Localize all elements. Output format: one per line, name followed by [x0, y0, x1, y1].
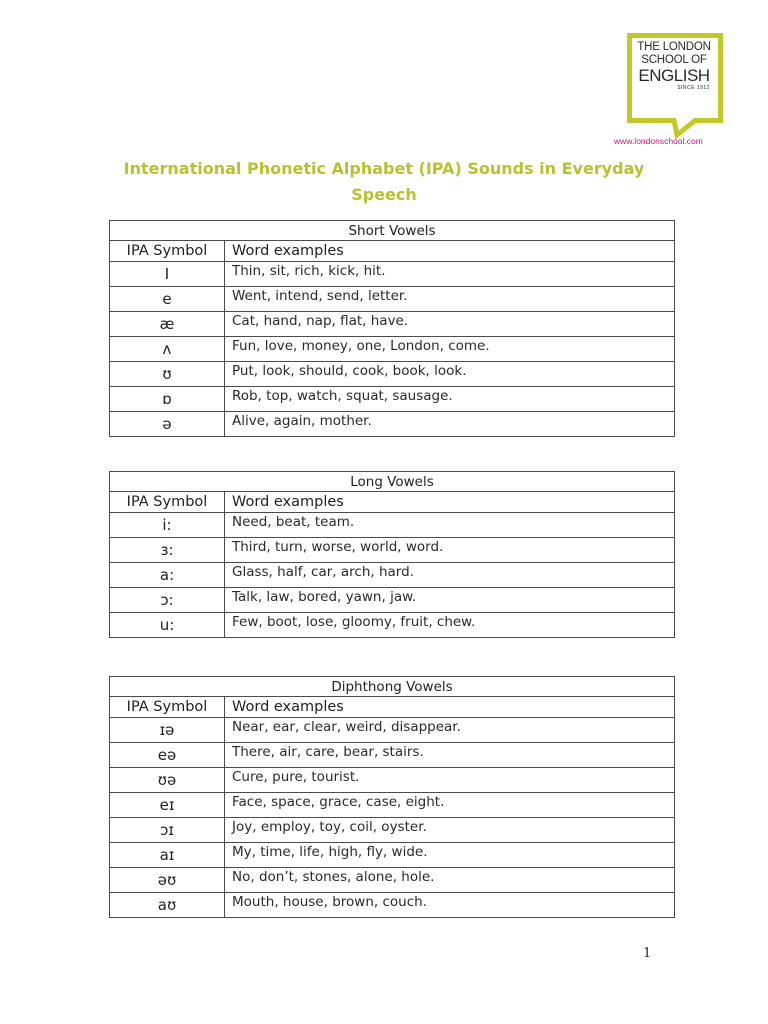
ipa-symbol-cell: i:	[110, 513, 225, 538]
ipa-symbol-cell: ɜ:	[110, 538, 225, 563]
table-row	[110, 718, 675, 743]
ipa-symbol-cell: ɪə	[110, 718, 225, 743]
ipa-symbol-cell: ʌ	[110, 337, 225, 362]
word-examples-cell: Put, look, should, cook, book, look.	[225, 362, 675, 387]
table-row	[110, 868, 675, 893]
table-heading: Diphthong Vowels	[110, 677, 675, 697]
ipa-symbol-cell: aʊ	[110, 893, 225, 918]
word-examples-cell: Near, ear, clear, weird, disappear.	[225, 718, 675, 743]
word-examples-cell: Face, space, grace, case, eight.	[225, 793, 675, 818]
word-examples-cell: My, time, life, high, fly, wide.	[225, 843, 675, 868]
table-row	[110, 312, 675, 337]
ipa-symbol-cell: ʊə	[110, 768, 225, 793]
logo-line-2: SCHOOL OF	[641, 53, 707, 66]
table-row	[110, 412, 675, 437]
word-examples-cell: There, air, care, bear, stairs.	[225, 743, 675, 768]
column-header-words: Word examples	[225, 241, 675, 262]
ipa-symbol-cell: eɪ	[110, 793, 225, 818]
column-header-symbol: IPA Symbol	[110, 492, 225, 513]
word-examples-cell: Joy, employ, toy, coil, oyster.	[225, 818, 675, 843]
table-row	[110, 538, 675, 563]
table-row	[110, 793, 675, 818]
word-examples-cell: Few, boot, lose, gloomy, fruit, chew.	[225, 613, 675, 638]
table-row	[110, 287, 675, 312]
table-row	[110, 743, 675, 768]
table-row	[110, 513, 675, 538]
word-examples-cell: Went, intend, send, letter.	[225, 287, 675, 312]
ipa-symbol-cell: a:	[110, 563, 225, 588]
table-row	[110, 262, 675, 287]
long-vowels-table	[109, 471, 675, 638]
table-heading: Short Vowels	[110, 221, 675, 241]
table-row	[110, 563, 675, 588]
document-title: International Phonetic Alphabet (IPA) Sounds in Everyday Speech	[123, 159, 645, 204]
ipa-symbol-cell: əʊ	[110, 868, 225, 893]
ipa-symbol-cell: eə	[110, 743, 225, 768]
table-row	[110, 588, 675, 613]
word-examples-cell: No, don’t, stones, alone, hole.	[225, 868, 675, 893]
word-examples-cell: Need, beat, team.	[225, 513, 675, 538]
ipa-symbol-cell: e	[110, 287, 225, 312]
word-examples-cell: Rob, top, watch, squat, sausage.	[225, 387, 675, 412]
column-header-symbol: IPA Symbol	[110, 241, 225, 262]
table-row	[110, 843, 675, 868]
ipa-symbol-cell: aɪ	[110, 843, 225, 868]
table-row	[110, 818, 675, 843]
table-row	[110, 387, 675, 412]
word-examples-cell: Alive, again, mother.	[225, 412, 675, 437]
word-examples-cell: Talk, law, bored, yawn, jaw.	[225, 588, 675, 613]
website-link[interactable]: www.londonschool.com	[614, 136, 703, 146]
ipa-symbol-cell: ə	[110, 412, 225, 437]
logo-wordmark	[636, 42, 712, 91]
ipa-symbol-cell: ɔɪ	[110, 818, 225, 843]
ipa-symbol-cell: æ	[110, 312, 225, 337]
word-examples-cell: Glass, half, car, arch, hard.	[225, 563, 675, 588]
word-examples-cell: Cure, pure, tourist.	[225, 768, 675, 793]
word-examples-cell: Third, turn, worse, world, word.	[225, 538, 675, 563]
table-row	[110, 362, 675, 387]
short-vowels-table	[109, 220, 675, 437]
word-examples-cell: Fun, love, money, one, London, come.	[225, 337, 675, 362]
column-header-words: Word examples	[225, 697, 675, 718]
logo-line-1: THE LONDON	[637, 41, 711, 53]
table-row	[110, 613, 675, 638]
word-examples-cell: Cat, hand, nap, flat, have.	[225, 312, 675, 337]
ipa-symbol-cell: ɔ:	[110, 588, 225, 613]
page-number: 1	[643, 946, 652, 961]
column-header-symbol: IPA Symbol	[110, 697, 225, 718]
logo-since: SINCE 1912	[677, 85, 710, 91]
word-examples-cell: Thin, sit, rich, kick, hit.	[225, 262, 675, 287]
column-header-words: Word examples	[225, 492, 675, 513]
ipa-symbol-cell: u:	[110, 613, 225, 638]
table-row	[110, 337, 675, 362]
table-row	[110, 893, 675, 918]
word-examples-cell: Mouth, house, brown, couch.	[225, 893, 675, 918]
diphthong-vowels-table	[109, 676, 675, 918]
school-logo	[627, 33, 723, 153]
ipa-symbol-cell: I	[110, 262, 225, 287]
logo-line-3: ENGLISH	[638, 66, 710, 85]
table-heading: Long Vowels	[110, 472, 675, 492]
table-row	[110, 768, 675, 793]
ipa-symbol-cell: ɒ	[110, 387, 225, 412]
ipa-symbol-cell: ʊ	[110, 362, 225, 387]
